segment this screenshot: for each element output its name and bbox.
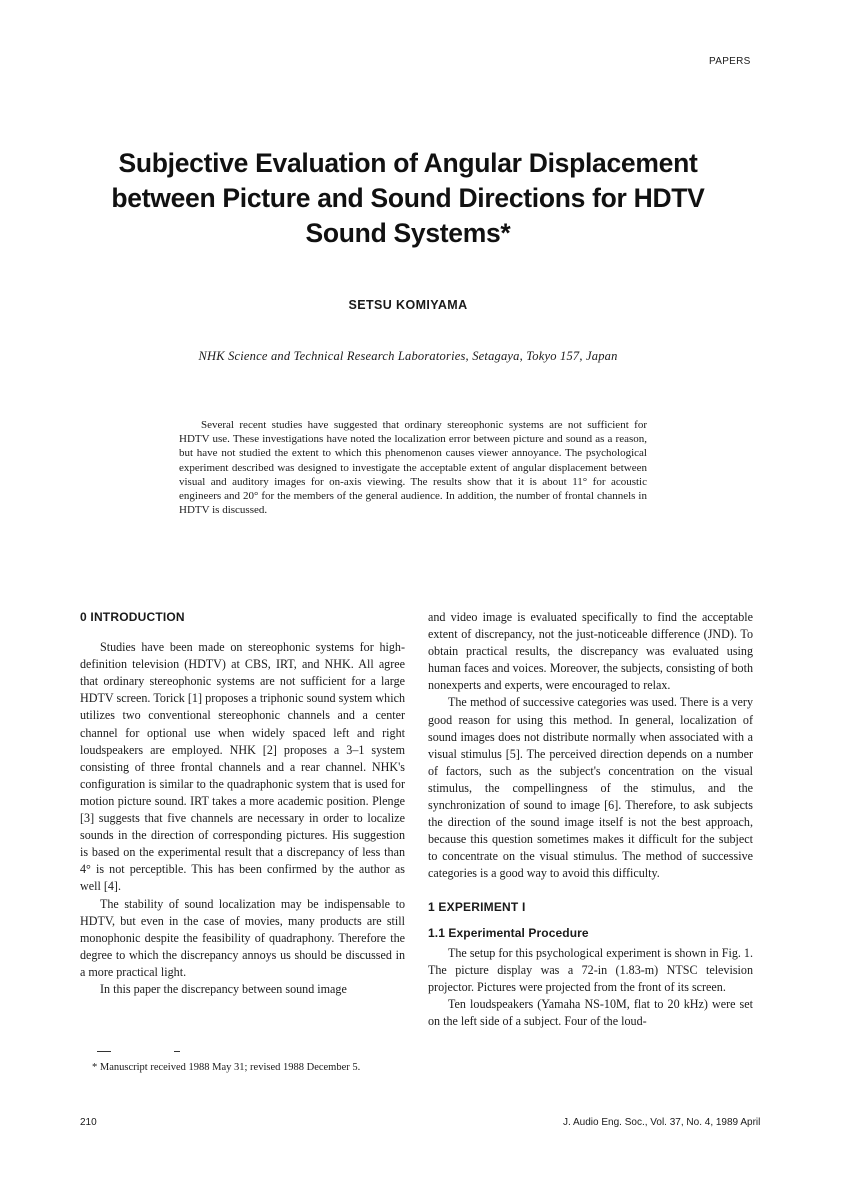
section-heading-introduction: 0 INTRODUCTION bbox=[80, 610, 185, 624]
left-column bbox=[80, 609, 405, 998]
intro-paragraph-3: In this paper the discrepancy between sound image bbox=[100, 981, 347, 996]
subsection-heading-procedure: 1.1 Experimental Procedure bbox=[428, 925, 589, 940]
affiliation: NHK Science and Technical Research Laboratories, Setagaya, Tokyo 157, Japan bbox=[198, 349, 618, 363]
procedure-paragraph-2: Ten loudspeakers (Yamaha NS-10M, flat to 20 kHz) were set on the left side of a subject. Four of the loud- bbox=[428, 996, 753, 1029]
abstract: Several recent studies have suggested that ordinary stereophonic systems are not sufficient for HDTV use. These investigations have noted the localization error between picture and sound as a reason, but have not studied the extent to which this phenomenon causes viewer annoyance. The psychological experiment described was designed to investigate the acceptable extent of angular displacement between visual and auditory images for on-axis viewing. The results show that it is about 11° for acoustic engineers and 20° for the members of the general audience. In addition, the number of frontal channels in HDTV is discussed. bbox=[179, 419, 647, 517]
author-name: SETSU KOMIYAMA bbox=[348, 298, 468, 312]
paper-title bbox=[80, 146, 736, 251]
section-heading-experiment-1: 1 EXPERIMENT I bbox=[428, 899, 526, 914]
title-line-1: Subjective Evaluation of Angular Displacement bbox=[118, 148, 698, 178]
section-label: PAPERS bbox=[709, 56, 751, 67]
intro-paragraph-continued: and video image is evaluated specifically to find the acceptable extent of discrepancy, not the just-noticeable difference (JND). To obtain practical results, the discrepancy was evaluated using human faces and voices. Moreover, the subjects, consisting of both nonexperts and experts, were encouraged to relax. bbox=[428, 610, 753, 693]
procedure-paragraph-1: The setup for this psychological experiment is shown in Fig. 1. The picture display was a 72-in (1.83-m) NTSC television projector. Pictures were projected from the front of its screen. bbox=[428, 945, 753, 994]
page-number: 210 bbox=[80, 1117, 97, 1128]
intro-paragraph-1: Studies have been made on stereophonic systems for high-definition television (HDTV) at CBS, IRT, and NHK. All agree that ordinary stereophonic systems are not sufficient for a large HDTV screen. Torick [1] proposes a triphonic sound system which utilizes two conventional stereophonic channels and a center channel for optional use when widely spaced left and right loudspeakers are employed. NHK [2] proposes a 3–1 system consisting of three frontal channels and a rear channel. NHK's configuration is similar to the quadraphonic system that is used for motion picture sound. IRT takes a more academic position. Plenge [3] suggests that five channels are necessary in order to localize sounds in the direction of corresponding pictures. His suggestion is based on the experimental result that a discrepancy of less than 4° is not perceptible. This has been confirmed by the author as well [4]. bbox=[80, 640, 405, 894]
title-line-2: between Picture and Sound Directions for HDTV bbox=[111, 183, 705, 213]
intro-paragraph-2: The stability of sound localization may be indispensable to HDTV, but even in the case of movies, many products are still monophonic despite the feasibility of quadraphony. Therefore the degree to which the discrepancy annoys us should be discussed in a more practical light. bbox=[80, 896, 405, 979]
footnote-rule bbox=[97, 1051, 111, 1052]
footnote: * Manuscript received 1988 May 31; revised 1988 December 5. bbox=[92, 1062, 361, 1073]
right-column bbox=[428, 609, 753, 1030]
journal-citation: J. Audio Eng. Soc., Vol. 37, No. 4, 1989 April bbox=[563, 1117, 761, 1128]
title-line-3: Sound Systems* bbox=[305, 218, 511, 248]
intro-paragraph-4: The method of successive categories was used. There is a very good reason for using this method. In general, localization of sound images does not distribute normally when associated with a visual stimulus [5]. The perceived direction depends on a number of factors, such as the subject's concentration on the visual stimulus, the compellingness of the stimulus, and the synchronization of sound to image [6]. Therefore, to ask subjects the direction of the sound image itself is not the best approach, because this question sometimes makes it difficult for the subject to concentrate on the visual stimulus. The method of successive categories is a good way to avoid this difficulty. bbox=[428, 695, 753, 881]
footnote-rule-mark bbox=[174, 1051, 180, 1052]
